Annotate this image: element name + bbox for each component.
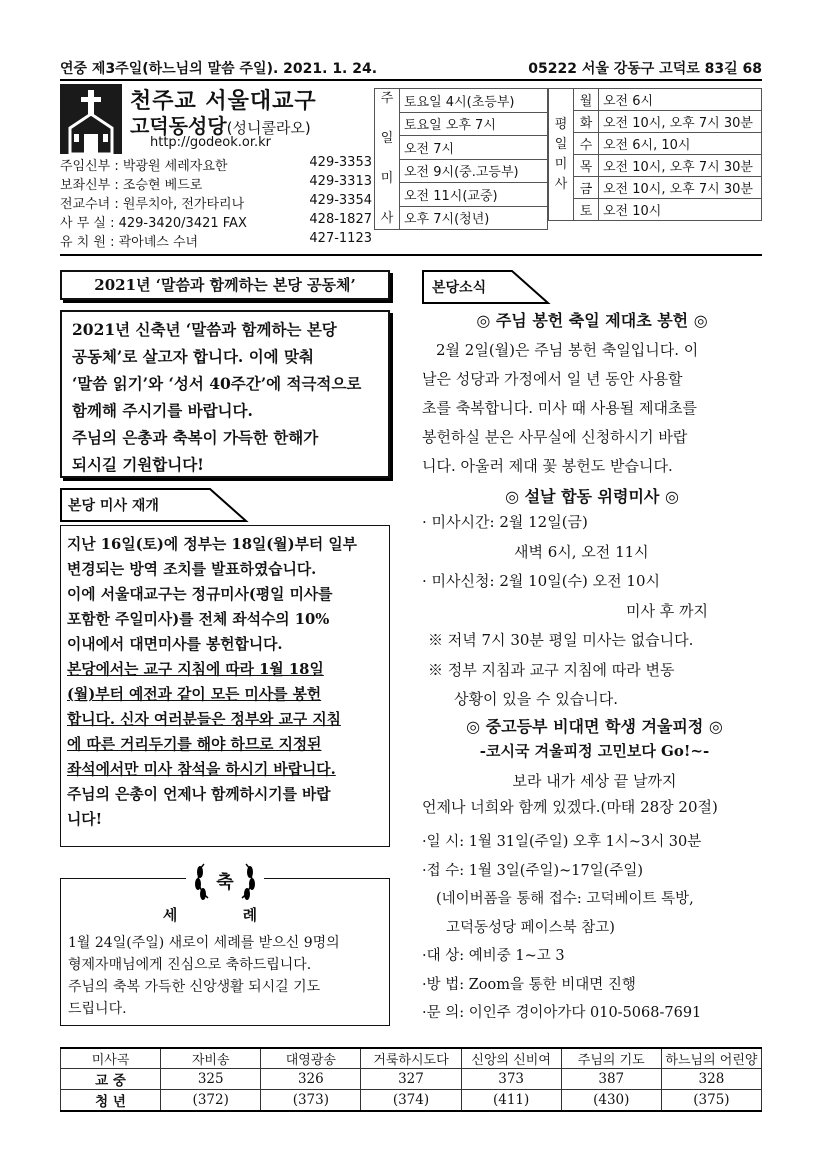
sunday-mass-time: 오전 7시 <box>400 136 548 160</box>
church-logo <box>60 84 122 154</box>
resume-tab: 본당 미사 재개 <box>60 488 250 526</box>
theme-box <box>60 310 390 478</box>
theme-text: 2021년 신축년 ‘말씀과 함께하는 본당 공동체’로 살고자 합니다. 이에 맞춰 ‘말씀 읽기’와 ‘성서 40주간’에 적극적으로 함께해 주시기를 바랍니다. 주님의 은총과 축복이 가득한 한해가 되시길 기원합니다! <box>72 320 362 474</box>
resume-text: 지난 16일(토)에 정부는 18일(월)부터 일부 변경되는 방역 조치를 발표하였습니다. 이에 서울대교구는 정규미사(평일 미사를 포함한 주일미사)를 전체 좌석수의 10% 이내에서 대면미사를 봉헌합니다. 본당에서는 교구 지침에 따라 1월 18일 (월)부터 예전과 같이 모든 미사를 봉헌 합니다. 신자 여러분들은 정부와 교구 지침 에 따른 거리두기를 해야 하므로 지정된 좌석에서만 미사 참석을 하시기 바랍니다. 주님의 은총이 언제나 함께하시기를 바랍 니다! <box>67 536 357 828</box>
hymn-cell: 328 <box>661 1069 761 1090</box>
weekday-time: 오전 10시 <box>599 199 762 221</box>
camp-verse: 보라 내가 세상 끝 날까지 <box>512 772 677 790</box>
hymn-cell: 325 <box>161 1069 261 1090</box>
hymn-header: 자비송 <box>161 1048 261 1069</box>
staff-row: 유 치 원 : 곽아녜스 수녀 427-1123 <box>60 231 372 250</box>
sunday-mass-time: 오후 7시(청년) <box>400 206 548 230</box>
diocese-title: 천주교 서울대교구 <box>130 89 317 114</box>
staff-row: 전교수녀 : 원루치아, 전가타리나 429-3354 <box>60 193 372 212</box>
hymn-cell: (375) <box>661 1090 761 1112</box>
hymn-cell: (373) <box>261 1090 361 1112</box>
staff-row: 사 무 실 : 429-3420/3421 FAX 428-1827 <box>60 212 372 231</box>
parish-title: 고덕동성당(성니콜라오) <box>130 114 311 138</box>
church-address: 05222 서울 강동구 고덕로 83길 68 <box>528 61 762 77</box>
sunday-mass-time: 오전 11시(교중) <box>400 183 548 207</box>
hymn-header-row <box>61 1048 762 1069</box>
newyear-text: · 미사시간: 2월 12일(금) 새벽 6시, 오전 11시 · 미사신청: 2월 10일(수) 오전 10시 미사 후 까지 ※ 저녁 7시 30분 평일 미사는 없습니다. ※ 정부 지침과 교구 지침에 따라 변동 상황이 있을 수 있습니다. <box>422 513 708 708</box>
hymn-cell: 326 <box>261 1069 361 1090</box>
sunday-mass-label: 주 일 미 사 <box>375 89 400 230</box>
sunday-mass-time: 토요일 오후 7시 <box>400 112 548 136</box>
hymn-cell: 327 <box>361 1069 461 1090</box>
hymn-table <box>60 1047 762 1112</box>
hymn-cell: (430) <box>561 1090 661 1112</box>
hymn-cell: (372) <box>161 1090 261 1112</box>
weekday-time: 오전 10시, 오후 7시 30분 <box>599 155 762 177</box>
weekday-day: 화 <box>574 111 599 133</box>
candle-text: 2월 2일(월)은 주님 봉헌 축일입니다. 이 날은 성당과 가정에서 일 년 동안 사용할 초를 축복합니다. 미사 때 사용될 제대초를 봉헌하실 분은 사무실에 신청하시기 바랍 니다. 아울러 제대 꽃 봉헌도 받습니다. <box>422 341 699 475</box>
staff-row: 보좌신부 : 조승현 베드로 429-3313 <box>60 174 372 193</box>
camp-text: ·일 시: 1월 31일(주일) 오후 1시~3시 30분 ·접 수: 1월 3일(주일)~17일(주일) (네이버폼을 통해 접수: 고덕베이트 톡방, 고덕동성당 페이스북 참고) ·대 상: 예비중 1~고 3 ·방 법: Zoom을 통한 비대면 진행 ·문 의: 이인주 경이아가다 010-5068-7691 <box>422 834 702 1021</box>
hymn-header: 주님의 기도 <box>561 1048 661 1069</box>
theme-title: 2021년 ‘말씀과 함께하는 본당 공동체’ <box>94 276 356 294</box>
weekday-time: 오전 10시, 오후 7시 30분 <box>599 177 762 199</box>
hymn-row <box>61 1090 762 1112</box>
baptism-title: 세 례 <box>162 906 288 924</box>
sunday-mass-time: 오전 9시(중.고등부) <box>400 159 548 183</box>
hymn-header: 미사곡 <box>61 1048 161 1069</box>
weekday-day: 토 <box>574 199 599 221</box>
weekday-day: 금 <box>574 177 599 199</box>
weekday-time: 오전 6시, 10시 <box>599 133 762 155</box>
newyear-title: ◎ 설날 합동 위령미사 ◎ <box>505 487 679 506</box>
sunday-mass-time: 토요일 4시(초등부) <box>400 89 548 113</box>
hymn-header: 신앙의 신비여 <box>461 1048 561 1069</box>
weekday-time: 오전 10시, 오후 7시 30분 <box>599 111 762 133</box>
hymn-row <box>61 1069 762 1090</box>
weekday-time: 오전 6시 <box>599 89 762 111</box>
hymn-cell: (374) <box>361 1090 461 1112</box>
news-tab: 본당소식 <box>422 270 552 308</box>
hymn-cell: 373 <box>461 1069 561 1090</box>
weekday-day: 월 <box>574 89 599 111</box>
weekday-mass-label: 평 일 미 사 <box>549 89 574 221</box>
weekday-day: 수 <box>574 133 599 155</box>
baptism-text: 1월 24일(주일) 새로이 세례를 받으신 9명의 형제자매님에게 진심으로 축하드립니다. 주님의 축복 가득한 신앙생활 되시길 기도 드립니다. <box>68 935 340 1017</box>
hymn-header: 대영광송 <box>261 1048 361 1069</box>
weekday-mass-table <box>548 88 762 221</box>
weekday-day: 목 <box>574 155 599 177</box>
staff-row: 주임신부 : 박광원 세레자요한 429-3353 <box>60 155 372 174</box>
parish-url[interactable]: http://godeok.or.kr <box>150 135 272 150</box>
top-bar <box>60 58 762 78</box>
hymn-header: 거룩하시도다 <box>361 1048 461 1069</box>
candle-title: ◎ 주님 봉헌 축일 제대초 봉헌 ◎ <box>476 311 708 330</box>
hymn-cell: (411) <box>461 1090 561 1112</box>
camp-verse: 언제나 너희와 함께 있겠다.(마태 28장 20절) <box>422 798 718 816</box>
divider <box>60 79 762 81</box>
resume-box <box>60 525 390 847</box>
issue-date: 연중 제3주일(하느님의 말씀 주일). 2021. 1. 24. <box>60 61 378 77</box>
hymn-cell: 387 <box>561 1069 661 1090</box>
hymn-cell: 청 년 <box>61 1090 161 1112</box>
hymn-cell: 교 중 <box>61 1069 161 1090</box>
divider <box>60 254 762 256</box>
sunday-mass-table <box>374 88 548 230</box>
camp-subtitle: -코시국 겨울피정 고민보다 Go!~- <box>479 742 710 760</box>
camp-title: ◎ 중고등부 비대면 학생 겨울피정 ◎ <box>466 717 723 736</box>
baptism-emblem: 축 <box>216 872 234 893</box>
wreath-icon <box>186 858 264 904</box>
hymn-header: 하느님의 어린양 <box>661 1048 761 1069</box>
theme-title-box <box>60 270 390 300</box>
